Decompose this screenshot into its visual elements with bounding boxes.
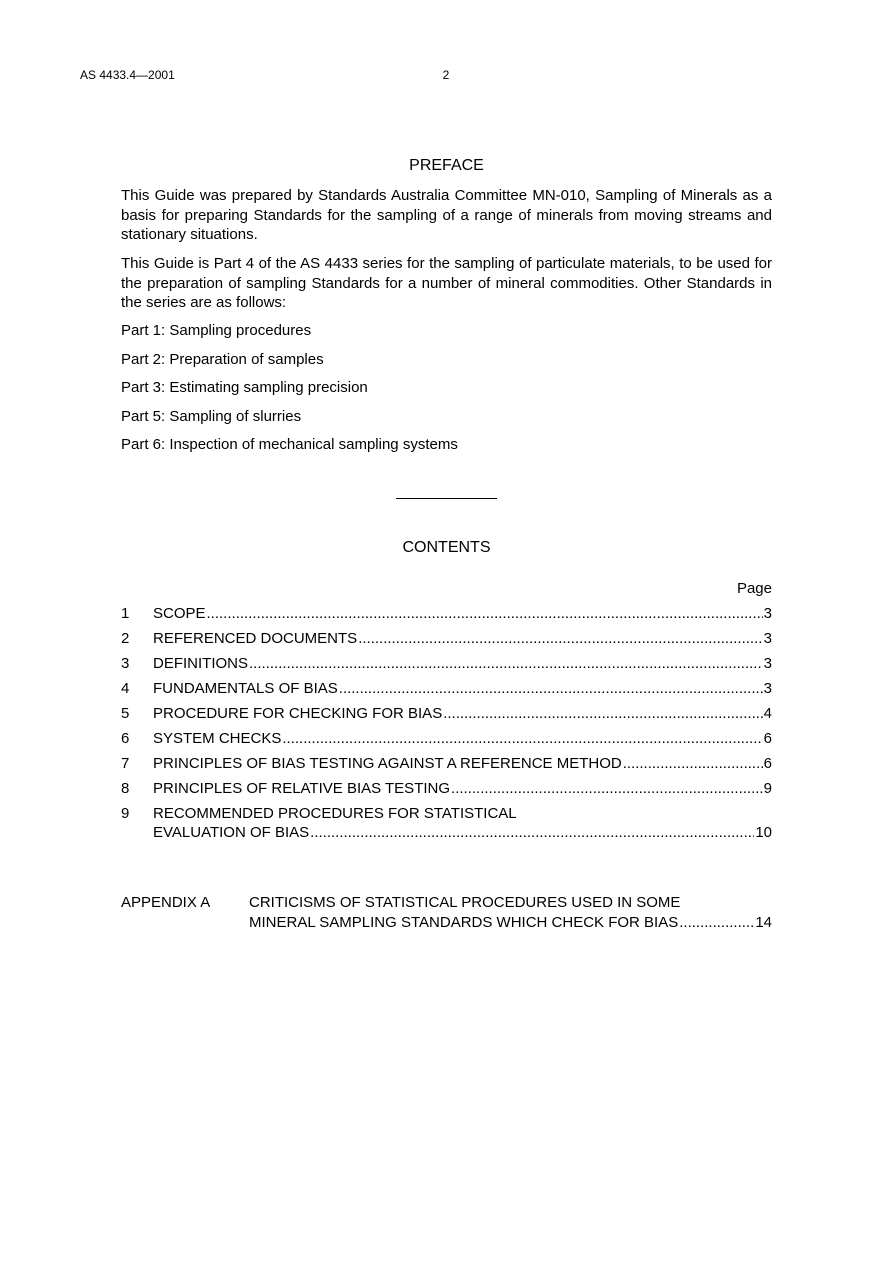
toc-page-number: 3 [763, 605, 772, 622]
preface-paragraph-2: This Guide is Part 4 of the AS 4433 series for the sampling of particulate materials, to be used for the preparation of sampling Standards for a number of mineral commodities. Other Standards in the series are as follows: [121, 255, 772, 311]
dot-leader [282, 729, 762, 748]
toc-number: 5 [121, 705, 130, 722]
document-id: AS 4433.4—2001 [80, 68, 175, 82]
table-of-contents [121, 604, 772, 849]
toc-entry-referenced-documents[interactable] [121, 629, 772, 654]
toc-title: FUNDAMENTALS OF BIAS [153, 680, 338, 697]
toc-page-number: 14 [755, 913, 772, 931]
toc-page-number: 4 [763, 705, 772, 722]
dot-leader [451, 779, 763, 798]
preface-paragraph-1: This Guide was prepared by Standards Australia Committee MN-010, Sampling of Minerals as a basis for preparing Standards for the sampling of a range of minerals from moving streams and stationary situations. [121, 187, 772, 243]
preface-title: PREFACE [409, 157, 484, 174]
toc-number: 3 [121, 655, 130, 672]
toc-number: 9 [121, 805, 130, 822]
toc-number: 1 [121, 605, 130, 622]
toc-title: REFERENCED DOCUMENTS [153, 630, 358, 647]
toc-page-number: 3 [763, 680, 772, 697]
dot-leader [358, 629, 762, 648]
toc-number: 6 [121, 730, 130, 747]
dot-leader [249, 654, 763, 673]
page-number: 2 [442, 68, 450, 82]
part-item: Part 5: Sampling of slurries [121, 407, 302, 425]
appendix-title-line-2: MINERAL SAMPLING STANDARDS WHICH CHECK FOR BIAS [249, 913, 679, 931]
toc-entry-recommended-procedures[interactable] [121, 804, 772, 849]
toc-page-number: 6 [763, 730, 772, 747]
toc-page-number: 10 [755, 824, 772, 841]
toc-number: 8 [121, 780, 130, 797]
toc-number: 2 [121, 630, 130, 647]
part-item: Part 3: Estimating sampling precision [121, 379, 368, 396]
toc-title: SCOPE [153, 605, 206, 622]
dot-leader [339, 679, 763, 698]
part-item: Part 1: Sampling procedures [121, 322, 312, 339]
appendix-label: APPENDIX A [121, 894, 211, 911]
toc-entry-definitions[interactable] [121, 654, 772, 679]
toc-entry-fundamentals-of-bias[interactable] [121, 679, 772, 704]
dot-leader [623, 754, 763, 773]
dot-leader [207, 604, 763, 623]
contents-title: CONTENTS [402, 539, 491, 556]
part-item: Part 6: Inspection of mechanical sampling systems [121, 436, 458, 453]
toc-entry-reference-method[interactable] [121, 754, 772, 779]
toc-page-number: 3 [763, 630, 772, 647]
toc-title: DEFINITIONS [153, 655, 249, 672]
dot-leader [443, 704, 762, 723]
toc-number: 4 [121, 680, 130, 697]
toc-page-number: 6 [763, 755, 772, 772]
section-divider [396, 498, 497, 499]
toc-number: 7 [121, 755, 130, 772]
dot-leader [679, 913, 754, 933]
parts-list [121, 321, 772, 464]
appendix-title-line-1: CRITICISMS OF STATISTICAL PROCEDURES USED IN SOME [249, 894, 681, 911]
toc-page-number: 9 [763, 780, 772, 797]
part-item: Part 2: Preparation of samples [121, 350, 324, 368]
toc-entry-relative-bias[interactable] [121, 779, 772, 804]
dot-leader [310, 823, 754, 842]
toc-page-number: 3 [763, 655, 772, 672]
toc-title: SYSTEM CHECKS [153, 730, 282, 747]
toc-title: PRINCIPLES OF RELATIVE BIAS TESTING [153, 780, 451, 797]
toc-title: PROCEDURE FOR CHECKING FOR BIAS [153, 705, 443, 722]
toc-entry-system-checks[interactable] [121, 729, 772, 754]
toc-title-line-1: RECOMMENDED PROCEDURES FOR STATISTICAL [153, 805, 517, 822]
toc-entry-procedure-for-checking[interactable] [121, 704, 772, 729]
toc-entry-scope[interactable] [121, 604, 772, 629]
toc-title: PRINCIPLES OF BIAS TESTING AGAINST A REFERENCE METHOD [153, 755, 622, 772]
page-column-label: Page [736, 580, 772, 597]
toc-title-line-2: EVALUATION OF BIAS [153, 824, 310, 841]
